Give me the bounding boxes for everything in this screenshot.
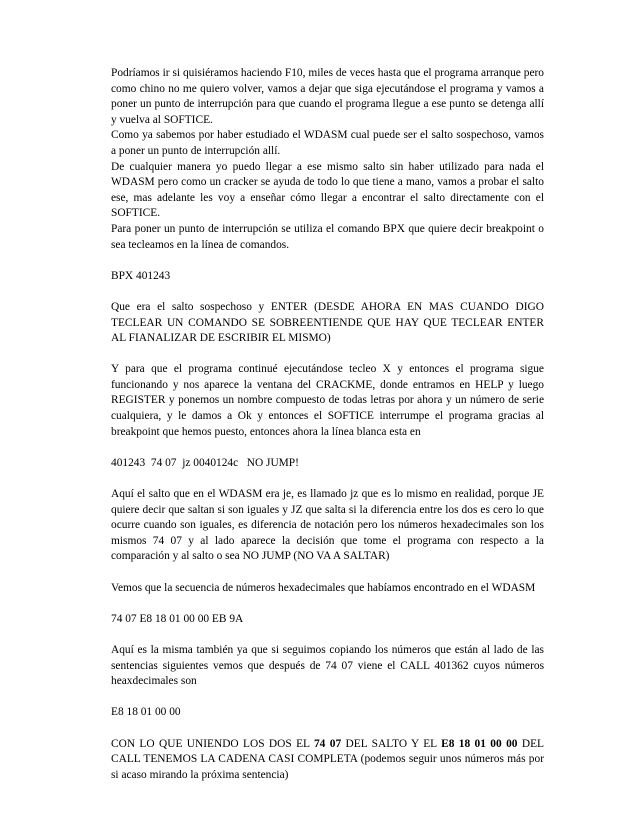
final-bold-jump-bytes: 74 07: [313, 737, 342, 750]
paragraph-call: Aquí es la misma también ya que si seguimos copiando los números que están al lado de las sentencias siguientes vemos que después de 74 07 viene el CALL 401362 cuyos números heaxdecimales son: [111, 643, 544, 688]
final-text-2: DEL SALTO Y EL: [341, 737, 442, 750]
paragraph-any-way: De cualquier manera yo puedo llegar a ese mismo salto sin haber utilizado para nada el WDASM pero como un cracker se ayuda de todo lo que tiene a mano, vamos a probar el salto ese, mas adelante les voy a enseñar cómo llegar a encontrar el salto directamente con el SOFTICE.: [111, 160, 544, 220]
paragraph-f10: Podríamos ir si quisiéramos haciendo F10, miles de veces hasta que el programa arranque pero como chino no me quiero volver, vamos a dejar que siga ejecutándose el programa y vamos a poner un punto de interrupción para que cuando el programa llegue a ese punto se detenga allí y vuelva al SOFTICE.: [111, 67, 544, 126]
code-hex-bytes: 74 07 E8 18 01 00 00 EB 9A: [111, 612, 244, 625]
paragraph-hex-sequence: Vemos que la secuencia de números hexadecimales que habíamos encontrado en el WDASM: [111, 581, 536, 594]
paragraph-jz-explanation: Aquí el salto que en el WDASM era je, es llamado jz que es lo mismo en realidad, porque JE quiere decir que saltan si son iguales y JZ que salta si la diferencia entre los dos es cero lo que ocurre cuando son iguales, es diferencia de notación pero los números hexadecimales son los mismos 74 07 y al lado aparece la decisión que tome el programa con respecto a la comparación y al salto o sea NO JUMP (NO VA A SALTAR): [111, 488, 544, 563]
code-call-bytes: E8 18 01 00 00: [111, 706, 181, 719]
final-text-3: DEL CALL TENEMOS LA CADENA CASI COMPLETA (podemos seguir unos números más por si acaso mirando la próxima sentencia): [111, 737, 544, 781]
document-page: [111, 66, 544, 799]
code-bpx: BPX 401243: [111, 269, 171, 282]
paragraph-continue: Y para que el programa continué ejecutándose tecleo X y entonces el programa sigue funcionando y nos aparece la ventana del CRACKME, donde entramos en HELP y luego REGISTER y ponemos un nombre compuesto de todas letras por ahora y un número de serie cualquiera, y le damos a Ok y entonces el SOFTICE interrumpe el programa gracias al breakpoint que hemos puesto, entonces ahora la línea blanca esta en: [111, 363, 544, 438]
final-text-1: CON LO QUE UNIENDO LOS DOS EL: [111, 737, 314, 750]
paragraph-final: [111, 737, 544, 784]
intro-block: [111, 66, 544, 253]
paragraph-enter: Que era el salto sospechoso y ENTER (DESDE AHORA EN MAS CUANDO DIGO TECLEAR UN COMANDO SE SOBREENTIENDE QUE HAY QUE TECLEAR ENTER AL FIANALIZAR DE ESCRIBIR EL MISMO): [111, 300, 544, 345]
paragraph-wdasm-jump: Como ya sabemos por haber estudiado el WDASM cual puede ser el salto sospechoso, vamos a poner un punto de interrupción allí.: [111, 129, 544, 157]
code-jz-line: 401243 74 07 jz 0040124c NO JUMP!: [111, 456, 299, 469]
final-bold-call-bytes: E8 18 01 00 00: [441, 737, 518, 750]
paragraph-bpx-command: Para poner un punto de interrupción se utiliza el comando BPX que quiere decir breakpoint o sea tecleamos en la línea de comandos.: [111, 222, 544, 251]
